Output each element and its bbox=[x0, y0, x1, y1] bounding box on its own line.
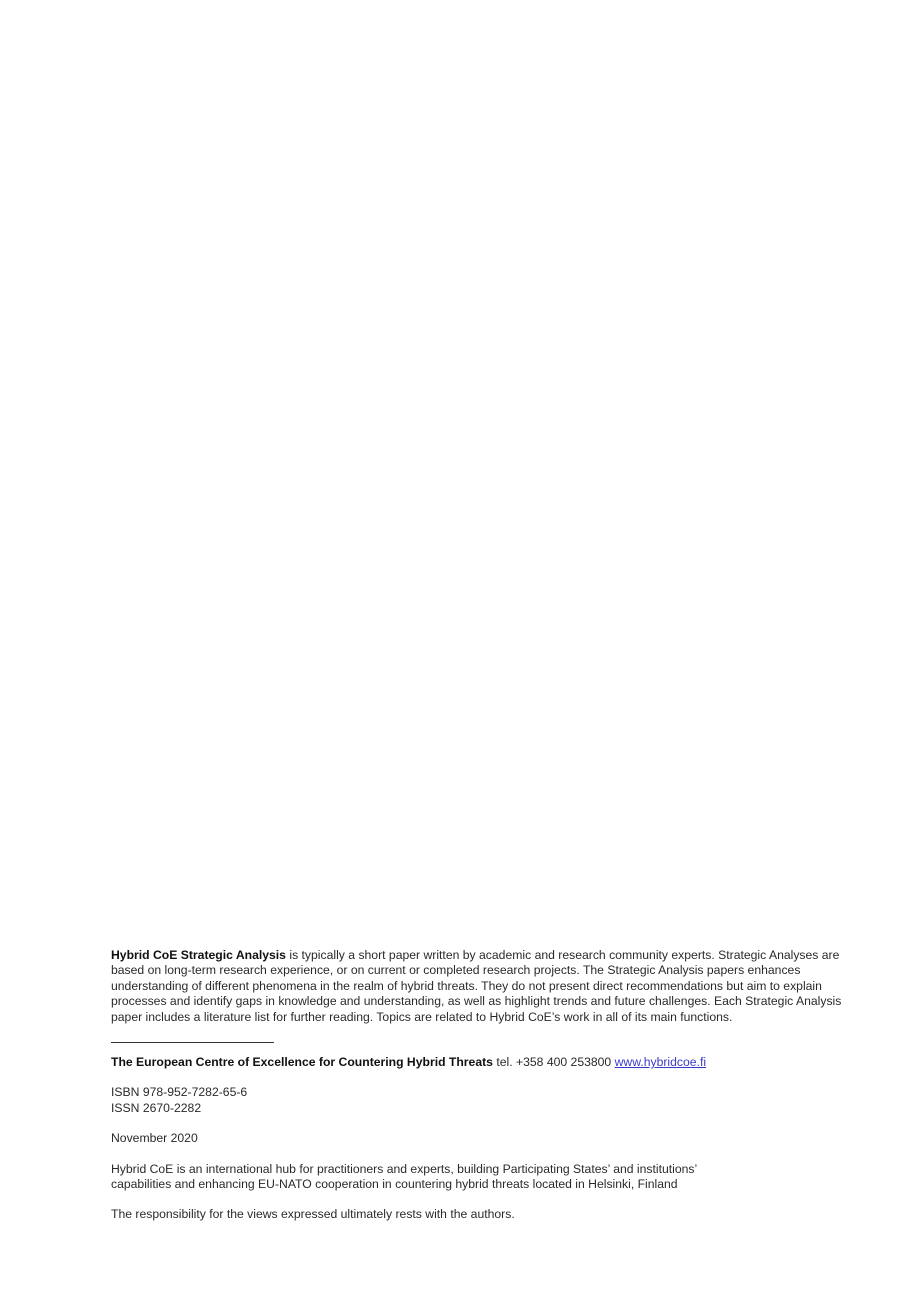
description-paragraph bbox=[111, 948, 846, 1025]
description-text: is typically a short paper written by academic and research community experts. Strategic Analyses are based on long-term research experience, or on current or completed research projects. The Strategic Analysis papers enhances understanding of different phenomena in the realm of hybrid threats. They do not present direct recommendations but aim to explain processes and identify gaps in knowledge and understanding, as well as highlight trends and future challenges. Each Strategic Analysis paper includes a literature list for further reading. Topics are related to Hybrid CoE’s work in all of its main functions. bbox=[111, 948, 842, 1024]
contact-line bbox=[111, 1055, 846, 1070]
isbn-line: ISBN 978-952-7282-65-6 bbox=[111, 1085, 248, 1100]
about-line-2: capabilities and enhancing EU-NATO cooperation in countering hybrid threats located in Helsinki, Finland bbox=[111, 1177, 678, 1192]
issn-line: ISSN 2670-2282 bbox=[111, 1100, 202, 1115]
website-link[interactable]: www.hybridcoe.fi bbox=[614, 1055, 707, 1070]
contact-tel: tel. +358 400 253800 bbox=[492, 1055, 615, 1070]
divider-rule bbox=[111, 1042, 274, 1043]
colophon bbox=[111, 948, 846, 1223]
contact-org: The European Centre of Excellence for Countering Hybrid Threats bbox=[111, 1055, 493, 1070]
description-lead: Hybrid CoE Strategic Analysis bbox=[111, 948, 286, 962]
about-line-1: Hybrid CoE is an international hub for practitioners and experts, building Participating States’ and institutions’ bbox=[111, 1161, 698, 1176]
publication-date: November 2020 bbox=[111, 1131, 198, 1146]
disclaimer: The responsibility for the views expressed ultimately rests with the authors. bbox=[111, 1207, 515, 1222]
